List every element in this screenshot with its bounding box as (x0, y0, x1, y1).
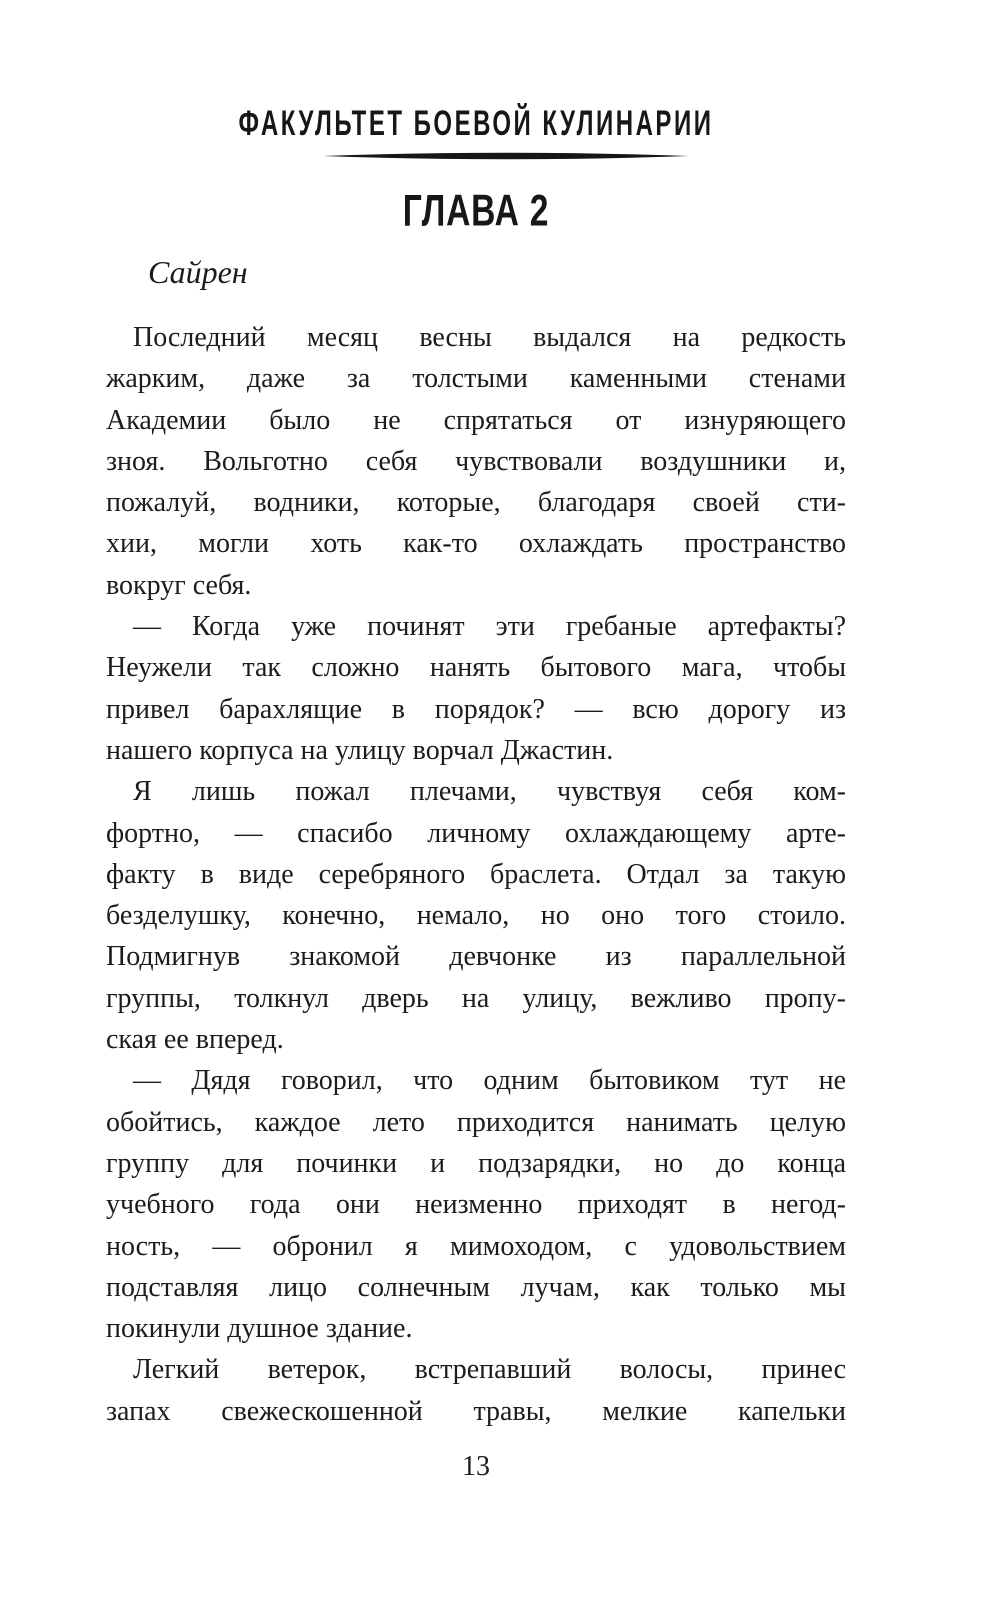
text-line: нашего корпуса на улицу ворчал Джастин. (106, 734, 614, 766)
paragraph (106, 317, 846, 606)
text-line: Легкий ветерок, встрепавший волосы, принес (133, 1354, 846, 1386)
text-line: привел барахлящие в порядок? — всю дорогу из (106, 693, 846, 725)
text-line: вокруг себя. (106, 569, 252, 601)
text-line: Подмигнув знакомой девчонке из параллельной (106, 941, 846, 973)
text-line: ность, — обронил я мимоходом, с удовольствием (106, 1230, 846, 1262)
text-line: зноя. Вольготно себя чувствовали воздушники и, (106, 445, 846, 477)
section-divider-ornament (323, 149, 689, 163)
text-line: Последний месяц весны выдался на редкость (133, 322, 846, 353)
text-line: — Дядя говорил, что одним бытовиком тут не (133, 1065, 846, 1097)
text-line: группы, толкнул дверь на улицу, вежливо пропу- (106, 982, 846, 1014)
text-line: — Когда уже починят эти гребаные артефакты? (133, 611, 846, 643)
paragraph (106, 606, 846, 771)
text-line: пожалуй, водники, которые, благодаря своей сти- (106, 487, 846, 519)
page-number: 13 (462, 1451, 490, 1482)
body-text (106, 317, 846, 1432)
text-line: жарким, даже за толстыми каменными стенами (106, 363, 846, 395)
chapter-title: ГЛАВА 2 (402, 185, 550, 236)
text-line: фортно, — спасибо личному охлаждающему арте- (106, 817, 846, 849)
text-line: учебного года они неизменно приходят в негод- (106, 1189, 846, 1221)
text-line: подставляя лицо солнечным лучам, как только мы (106, 1271, 846, 1303)
text-line: Академии было не спрятаться от изнуряющего (106, 404, 846, 436)
text-line: Я лишь пожал плечами, чувствуя себя ком- (133, 776, 846, 808)
text-line: запах свежескошенной травы, мелкие капельки (106, 1395, 846, 1427)
text-line: факту в виде серебряного браслета. Отдал за такую (106, 858, 846, 890)
text-line: хии, могли хоть как-то охлаждать пространство (106, 528, 846, 560)
running-header: ФАКУЛЬТЕТ БОЕВОЙ КУЛИНАРИИ (238, 104, 714, 144)
pov-name: Сайрен (148, 254, 248, 290)
paragraph (106, 1349, 846, 1432)
text-line: группу для починки и подзарядки, но до конца (106, 1147, 846, 1179)
paragraph (106, 771, 846, 1060)
text-line: безделушку, конечно, немало, но оно того стоило. (106, 900, 846, 932)
paragraph (106, 1060, 846, 1349)
text-line: Неужели так сложно нанять бытового мага, чтобы (106, 652, 846, 684)
text-line: покинули душное здание. (106, 1313, 413, 1345)
text-line: обойтись, каждое лето приходится нанимать целую (106, 1106, 846, 1138)
text-line: ская ее вперед. (106, 1024, 284, 1056)
